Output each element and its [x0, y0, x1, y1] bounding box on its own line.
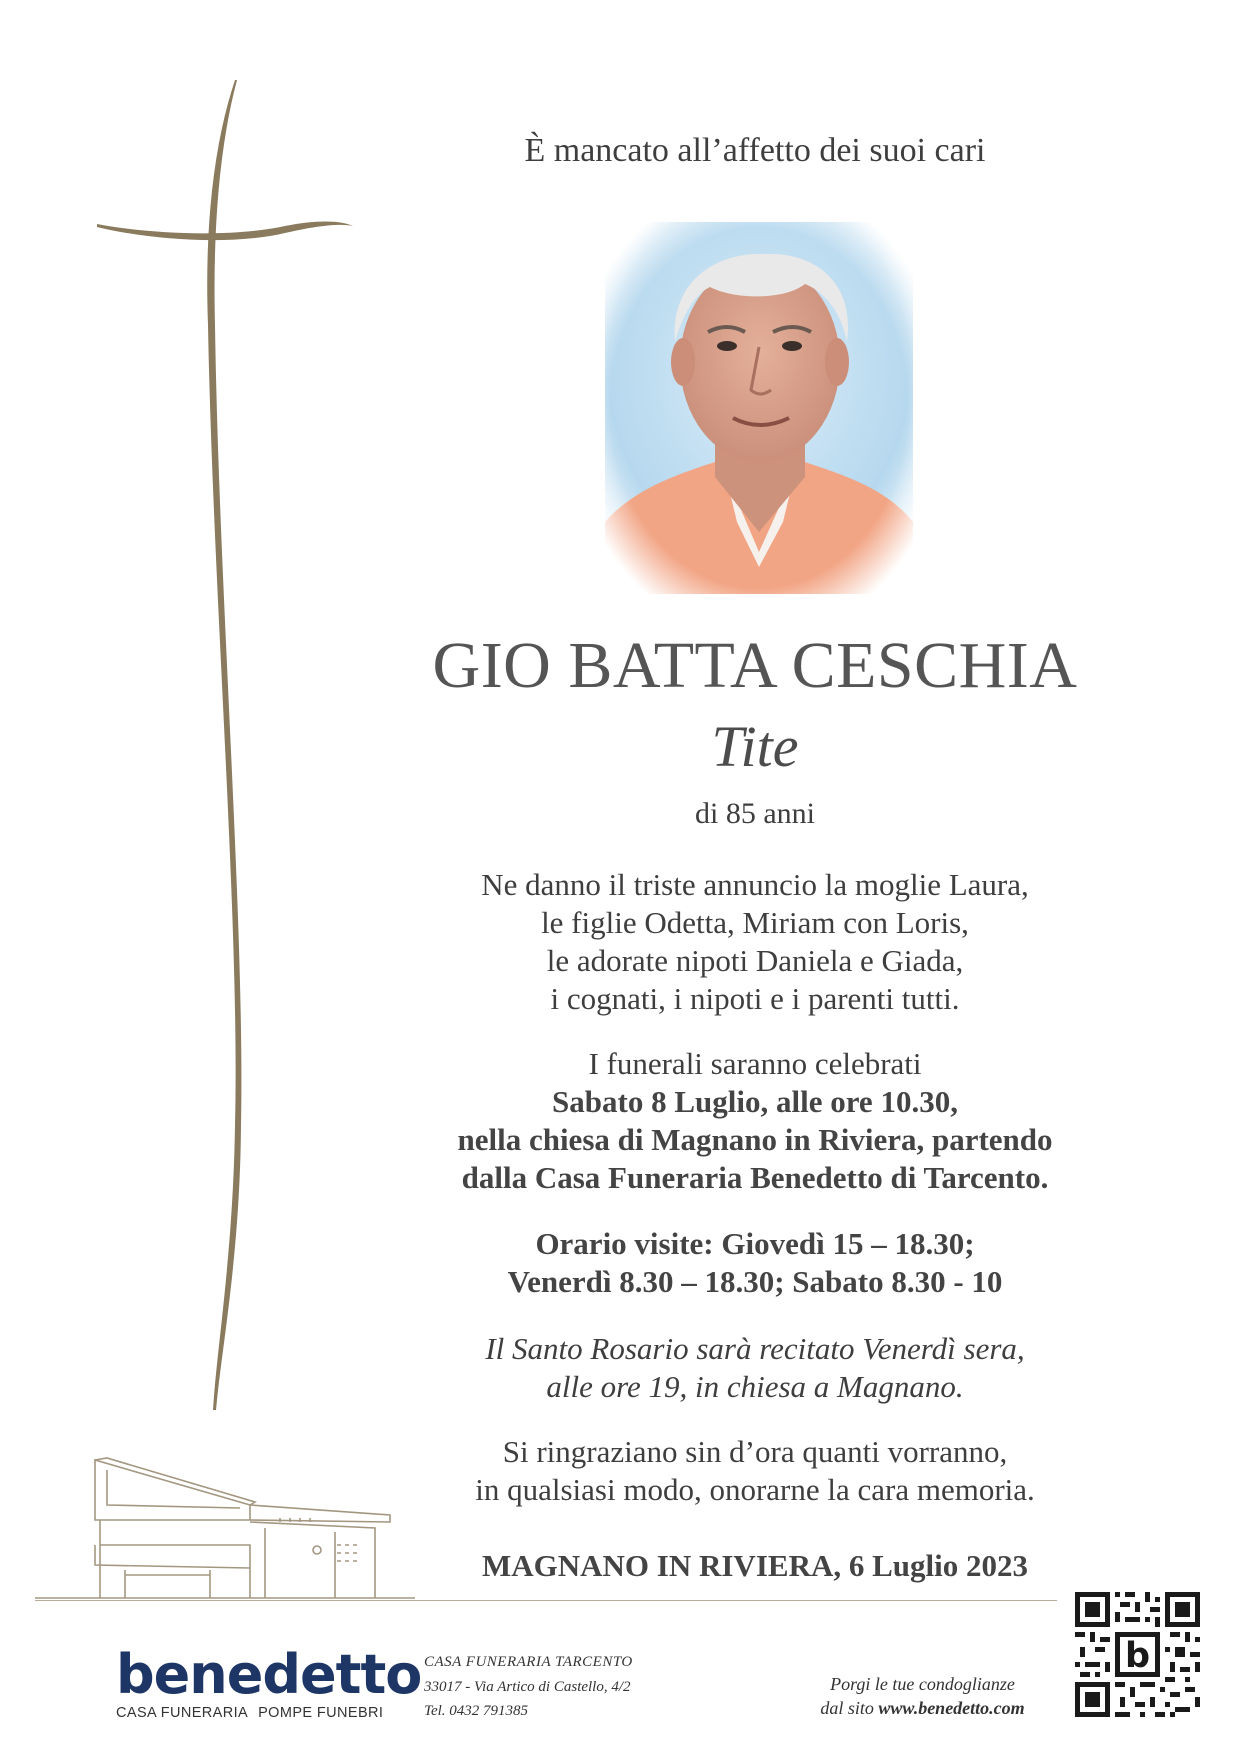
footer-divider	[35, 1600, 1057, 1601]
brand-subtitle-2: POMPE FUNEBRI	[258, 1705, 384, 1721]
funeral-line: nella chiesa di Magnano in Riviera, partendo	[457, 1122, 1053, 1157]
deceased-nickname: Tite	[711, 714, 799, 779]
phone-line: Tel. 0432 791385	[424, 1703, 529, 1719]
visits-line: Venerdì 8.30 – 18.30; Sabato 8.30 - 10	[507, 1264, 1003, 1299]
deceased-name: GIO BATTA CESCHIA	[432, 629, 1078, 702]
rosary-line: alle ore 19, in chiesa a Magnano.	[546, 1369, 964, 1404]
announcement-line: le figlie Odetta, Miriam con Loris,	[541, 905, 969, 940]
rosary-block	[400, 1330, 1110, 1406]
brand-subtitle	[116, 1705, 383, 1721]
thanks-line: Si ringraziano sin d’ora quanti vorranno,	[502, 1434, 1008, 1469]
announcement-block	[400, 866, 1110, 1018]
condolence-line: Porgi le tue condoglianze	[830, 1674, 1015, 1694]
portrait-photo	[605, 222, 913, 594]
deceased-age: di 85 anni	[695, 797, 815, 830]
place-date: MAGNANO IN RIVIERA, 6 Luglio 2023	[482, 1548, 1028, 1583]
visits-line: Orario visite: Giovedì 15 – 18.30;	[535, 1226, 975, 1261]
announcement-line: i cognati, i nipoti e i parenti tutti.	[550, 981, 960, 1016]
visits-block	[400, 1225, 1110, 1301]
announcement-line: le adorate nipoti Daniela e Giada,	[546, 943, 964, 978]
address-line: CASA FUNERARIA TARCENTO	[424, 1654, 633, 1670]
condolence-line	[795, 1696, 1050, 1720]
rosary-line: Il Santo Rosario sarà recitato Venerdì sera,	[485, 1331, 1025, 1366]
thanks-line: in qualsiasi modo, onorarne la cara memoria.	[475, 1472, 1035, 1507]
announcement-line: Ne danno il triste annuncio la moglie Laura,	[481, 867, 1029, 902]
building-illustration	[35, 1450, 415, 1600]
benedetto-logo: benedetto	[116, 1643, 422, 1706]
intro-text: È mancato all’affetto dei suoi cari	[524, 132, 986, 169]
funeral-line: Sabato 8 Luglio, alle ore 10.30,	[552, 1084, 958, 1119]
brand-subtitle-1: CASA FUNERARIA	[116, 1705, 249, 1721]
funeral-line: dalla Casa Funeraria Benedetto di Tarcento.	[461, 1160, 1049, 1195]
funeral-intro: I funerali saranno celebrati	[588, 1046, 922, 1081]
qr-code[interactable]	[1075, 1592, 1200, 1717]
funeral-block	[400, 1045, 1110, 1197]
website-link[interactable]: www.benedetto.com	[878, 1698, 1025, 1718]
condolence-prefix: dal sito	[820, 1698, 879, 1718]
condolence-text	[795, 1672, 1050, 1720]
address-line: 33017 - Via Artico di Castello, 4/2	[424, 1679, 631, 1695]
qr-logo-letter: b	[1124, 1636, 1151, 1676]
cross-ornament	[95, 75, 355, 1415]
thanks-block	[400, 1433, 1110, 1509]
